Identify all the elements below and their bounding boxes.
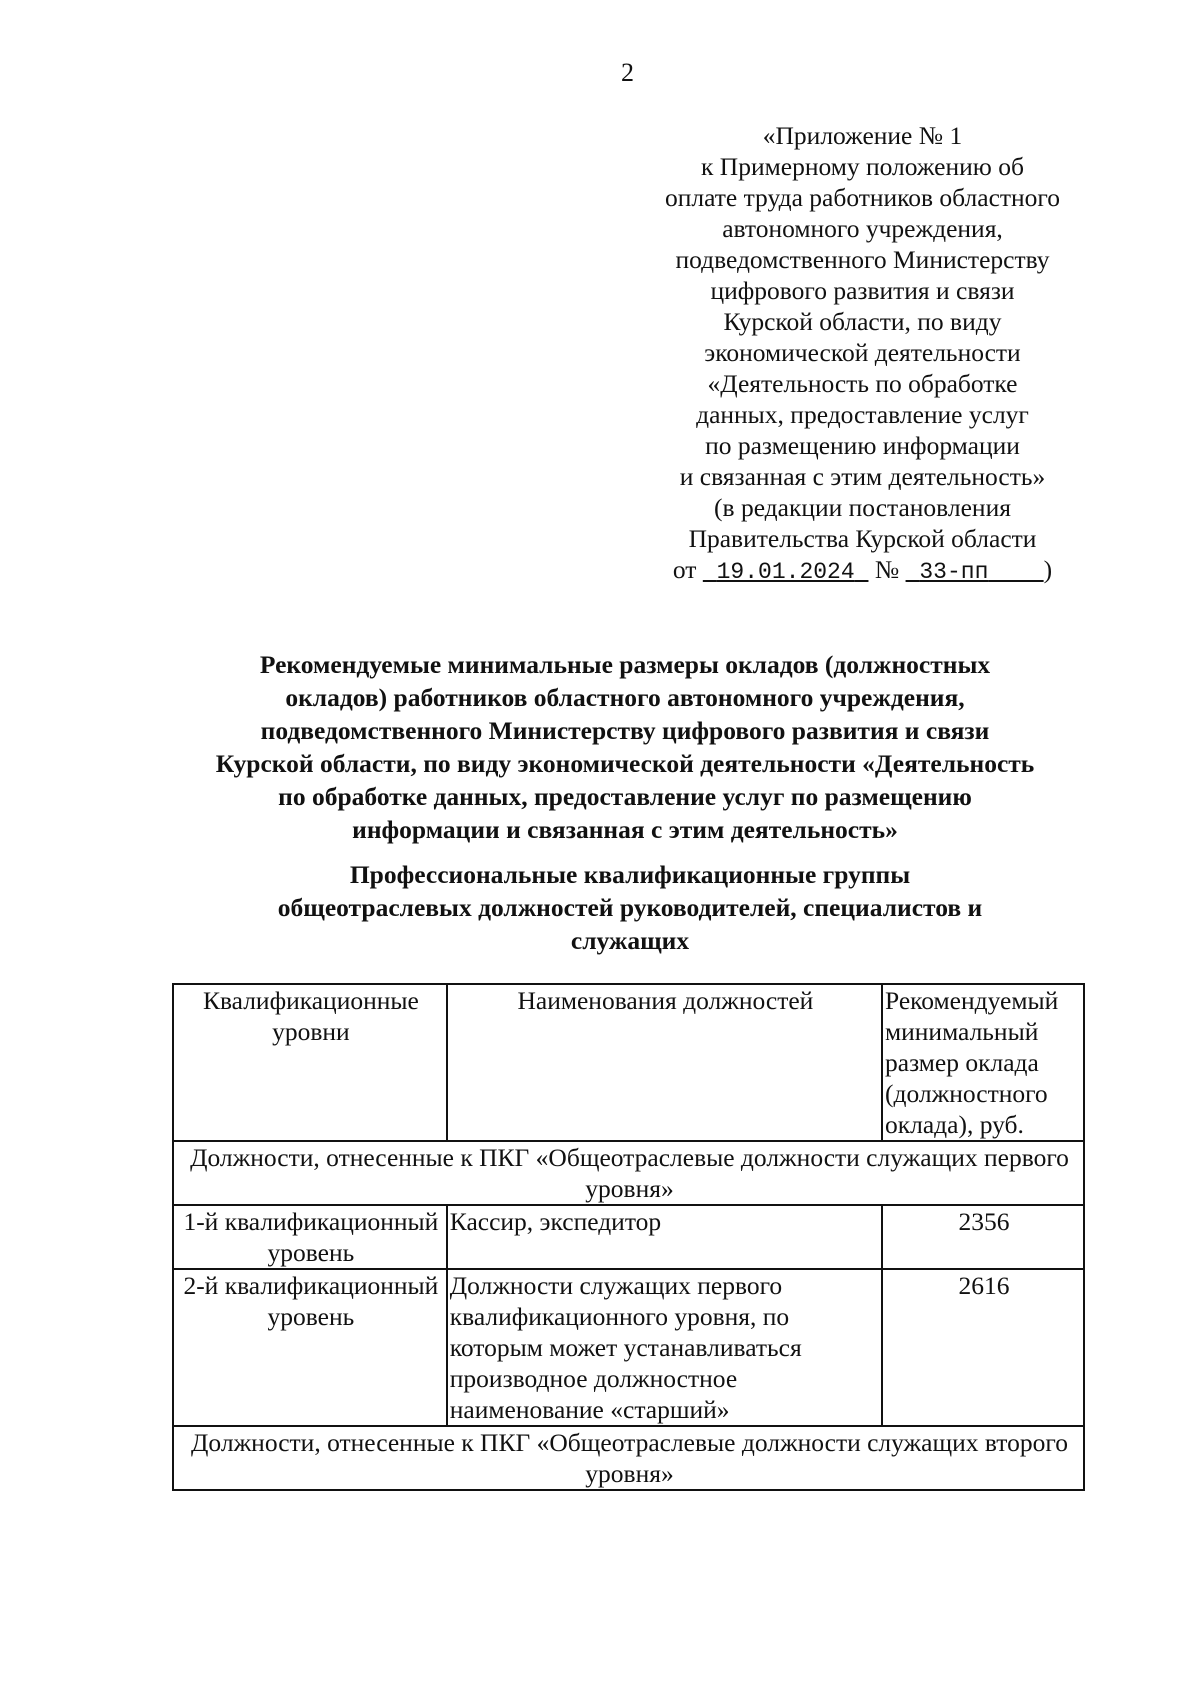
document-title [160,648,1090,846]
annex-line: экономической деятельности [704,338,1021,367]
row-salary: 2356 [882,1205,1084,1269]
header-salary: Рекомендуемый минимальный размер оклада (должностного оклада), руб. [882,984,1084,1141]
annex-line: Правительства Курской области [688,524,1037,553]
annex-line: автономного учреждения, [722,214,1003,243]
annex-line: Курской области, по виду [723,307,1002,336]
group-row [173,1426,1084,1490]
annex-line: оплате труда работников областного [664,183,1060,212]
annex-header [640,120,1085,588]
title-line: по обработке данных, предоставление услуг по размещению [278,782,972,811]
row-positions: Кассир, экспедитор [447,1205,882,1269]
annex-line: и связанная с этим деятельность» [679,462,1046,491]
annex-line: данных, предоставление услуг [696,400,1029,429]
close-paren: ) [1043,555,1053,584]
annex-line: к Примерному положению об [701,152,1024,181]
title-line: окладов) работников областного автономного учреждения, [285,683,965,712]
row-level: 1-й квалификационный уровень [173,1205,447,1269]
title-line: Курской области, по виду экономической деятельности «Деятельность [215,749,1035,778]
header-level: Квалификационные уровни [173,984,447,1141]
annex-line: (в редакции постановления [714,493,1011,522]
table-header-row [173,984,1084,1141]
table-row [173,1205,1084,1269]
section-subtitle [200,858,1060,957]
header-positions: Наименования должностей [447,984,882,1141]
resolution-date: 19.01.2024 [716,559,855,585]
group-heading: Должности, отнесенные к ПКГ «Общеотраслевые должности служащих первого уровня» [173,1141,1084,1205]
subtitle-line: служащих [570,926,690,955]
row-level: 2-й квалификационный уровень [173,1269,447,1426]
subtitle-line: Профессиональные квалификационные группы [349,860,911,889]
date-prefix: от [672,555,697,584]
title-line: информации и связанная с этим деятельность» [352,815,898,844]
table-row [173,1269,1084,1426]
salary-table [172,983,1085,1491]
row-salary: 2616 [882,1269,1084,1426]
title-line: Рекомендуемые минимальные размеры окладов (должностных [259,650,991,679]
annex-line: подведомственного Министерству [675,245,1050,274]
subtitle-line: общеотраслевых должностей руководителей, специалистов и [277,893,983,922]
page-number: 2 [621,58,634,87]
annex-line: «Деятельность по обработке [707,369,1018,398]
number-prefix: № [874,555,900,584]
group-heading: Должности, отнесенные к ПКГ «Общеотраслевые должности служащих второго уровня» [173,1426,1084,1490]
annex-date-line [640,554,1085,588]
title-line: подведомственного Министерству цифрового развития и связи [260,716,990,745]
annex-line: цифрового развития и связи [710,276,1015,305]
row-positions: Должности служащих первого квалификационного уровня, по которым может устанавливаться производное должностное наименование «старший» [447,1269,882,1426]
resolution-number: 33-пп [919,559,989,585]
group-row [173,1141,1084,1205]
annex-line: по размещению информации [705,431,1020,460]
annex-line: «Приложение № 1 [762,121,963,150]
